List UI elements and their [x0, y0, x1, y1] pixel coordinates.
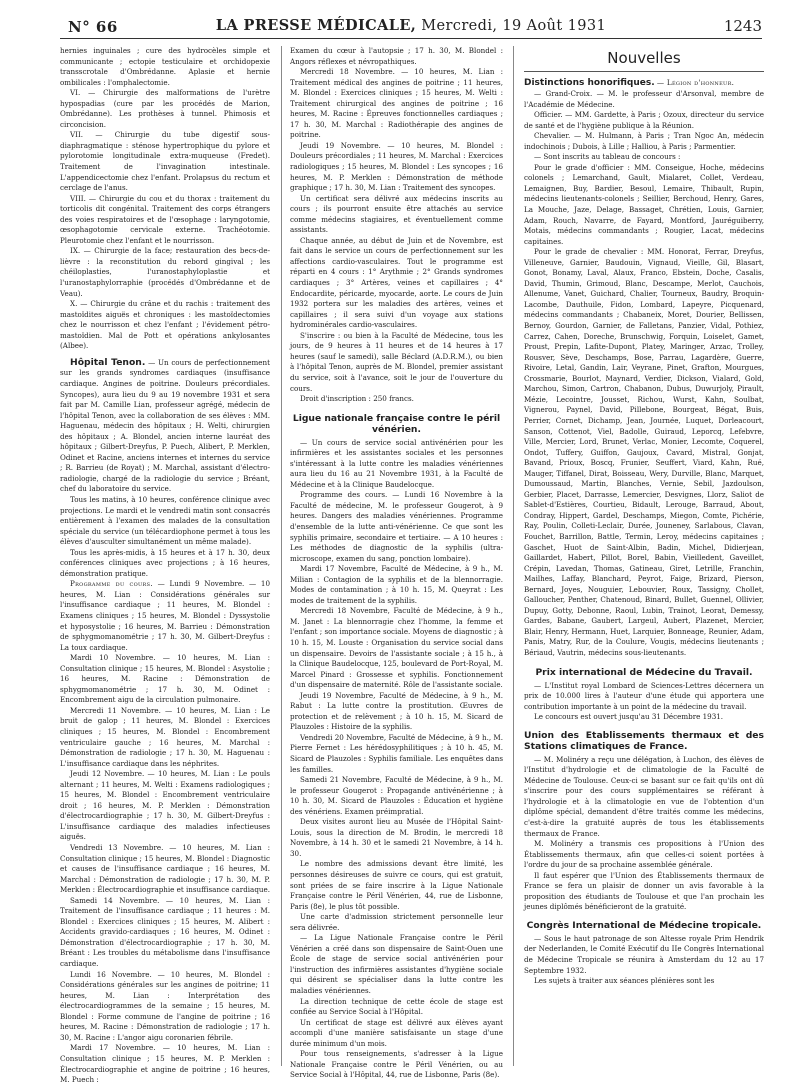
paragraph: — La Ligue Nationale Française contre le Péril Vénérien a créé dans son dispensaire de Saint-Ouen une École de stage de service social antivénérien pour l'instruction des infirmières assistantes d'hygiène sociale qui désirent se spécialiser dans la lutte contre les maladies vénériennes.	[290, 933, 503, 996]
paragraph: — Sont inscrits au tableau de concours :	[534, 152, 681, 162]
paragraph: Les sujets à traiter aux séances plénières sont les	[534, 976, 715, 986]
course-item: VII. — Chirurgie du tube digestif sous-diaphragmatique : sténose hypertrophique du pylore et pylorotomie longitudinale extra-muqueuse (Fredet). Traitement de l'invagination intestinale. L'appendicectomie chez l'enfant. Prolapsus du rectum et cerclage de l'anus.	[60, 130, 270, 193]
program-entry: Lundi 16 Novembre. — 10 heures, M. Blondel : Considérations générales sur les angines de poitrine; 11 heures, M. Lian : Interprétation des électrocardiogrammes de la semaine ; 15 heures, M. Blondel : Forme commune de l'angine de poitrine ; 16 heures, M. Racine : Démonstration de radiologie ; 17 h. 30, M. Racine : L'angor aigu coronarien fébrile.	[60, 969, 270, 1042]
program-entry: Mardi 10 Novembre. — 10 heures, M. Lian : Consultation clinique ; 15 heures, M. Blondel : Asystolie ; 16 heures, M. Racine : Démonstration de sphygmomanométrie ; 17 h. 30, M. Odinet : Encombrement aigu de la circulation pulmonaire.	[60, 653, 270, 705]
program-entry	[60, 579, 270, 653]
subheading: — Légion d'honneur.	[656, 78, 735, 87]
article-heading: Congrès International de Médecine tropicale.	[526, 919, 762, 931]
program-label: Programme du cours.	[70, 579, 153, 589]
issue-date: Mercredi, 19 Août 1931	[421, 18, 607, 34]
program-entry: Samedi 14 Novembre. — 10 heures, M. Lian : Traitement de l'insuffisance cardiaque ; 11 heures : M. Blondel : Exercices cliniques ; 15 heures, M. Alibert : Accidents gravido-cardiaques ; 16 heures, M. Odinet : Démonstration d'électrocardiographie ; 17 h. 30, M. Bréant : Les troubles du métabolisme dans l'insuffisance cardiaque.	[60, 895, 270, 969]
program-entry: Mercredi 18 Novembre. — 10 heures, M. Lian : Traitement médical des angines de poitrine ; 11 heures, M. Blondel : Exercices cliniques ; 15 heures, M. Welti : Traitement chirurgical des angines de poitrine ; 16 heures, M. Racine : Épreuves fonctionnelles cardiaques ; 17 h. 30, M. Marchal : Radiothérapie des angines de poitrine.	[290, 67, 503, 140]
masthead	[60, 12, 762, 39]
paragraph: Droit d'inscription : 250 francs.	[300, 394, 414, 404]
paragraph: Pour le grade de chevalier : MM. Honorat, Ferrar, Dreyfus, Villeneuve, Garnier, Baudouin, Vignaud, Vieille, Gil, Blasart, Gonot, Bonamy, Laval, Alaux, Franco, Ebstein, Doche, Casalis, David, Thumin, Grimoud, Blanc, Descampe, Merlot, Cauchois, Allenume, Vanet, Guichard, Chalier, Tourneux, Baudry, Broquin-Lacombe, Dauthuile, Fidon, Lombard, Lapeyre, Picquenard, médecins commandants ; Chabaneix, Moret, Dourier, Bellissen, Bernoy, Gourdon, Garnier, de Falletans, Panzier, Vidal, Pothiez, Carrez, Cahen, Doreche, Brunschwig, Forquin, Loiselet, Gamet, Proust, Prepin, Lafite-Dupont, Platey, Maringer, Arzac, Trolley, Rousver, Sève, Deschamps, Bose, Parrau, Lagardère, Guerre, Rivoire, Letal, Gandin, Lair, Veyrane, Pinet, Grafton, Mourgues, Crossmarie, Bourlot, Maynard, Verdier, Dickson, Vialard, Gold, Marchou, Simon, Cartron, Chabanon, Dubus, Duwurjoly, Pirault, Mézie, Lecointre, Jousset, Richou, Wurst, Kahn, Soulbat, Vignerou, Paynel, David, Pillebone, Bourgeat, Bégat, Buis, Perrier, Cornet, Dichamp, Jean, Journée, Luquet, Dorleacourt, Sanson, Cottenot, Viel, Badolle, Guiraud, Leporcq, Lefebvre, Ville, Mercier, Lord, Brunet, Verlac, Monier, Lecomte, Coquerel, Ondot, Tuffery, Guiffon, Gaujoux, Cavard, Mistral, Gonjat, Bavand, Prioux, Boscq, Frunier, Seuffert, Viard, Kahn, Rué, Mauger, Tiffanel, Dirat, Boisseau, Wery, Durville, Blanc, Marquet, Dumoussaud, Martin, Blanches, Vernie, Sebil, Jazdoulson, Gerbier, Placet, Darrasse, Lemercier, Desvignes, Llorz, Saliot de Sablet-d'Estières, Courtieu, Bidault, Lerouge, Barraud, About, Condray, Hippert, Gardel, Deschamps, Miegon, Comte, Pichérie, Ray, Poulin, Colleti-Leclair, Durée, Jouneney, Sarlabous, Clavan, Fouchet, Barrillon, Battle, Termin, Leroy, médecins capitaines ; Gaschet, Huot de Saint-Albin, Badin, Michel, Didierjean, Gaillardet, Habert, Pillot, Borel, Babin, Vieilledent, Gaveillet, Crépin, Lavedan, Thomas, Gatineau, Giret, Letrille, Franchin, Mailhes, Laffay, Blanchard, Peyrot, Faige, Brizard, Pierson, Bernard, Joyes, Nouguier, Lebouvier, Roux, Tassigny, Chollet, Galloucher, Penther, Chatenoud, Binard, Bullet, Guennel, Ollivier, Dupuy, Gotty, Debonne, Raoul, Lubin, Trainot, Leorat, Demessy, Gardes, Babane, Gaubert, Largeul, Aubert, Plazenet, Mercier, Blair, Henry, Hermann, Huet, Larquier, Bonneage, Reunier, Adam, Panis, Matry, Rur, de la Coulure, Vougis, médecins lieutenants ; Bériaud, Vautrin, médecins sous-lieutenants.	[524, 247, 764, 657]
journal-title	[60, 17, 762, 34]
column-divider	[281, 46, 282, 1066]
program-entry: Jeudi 19 Novembre, Faculté de Médecine, à 9 h., M. Rabut : La lutte contre la prostitution. Œuvres de protection et de relèvement ; à 10 h. 15, M. Sicard de Plauzoles : Histoire de la syphilis.	[290, 690, 503, 732]
paragraph: Pour le grade d'officier : MM. Conseigue, Hoche, médecins colonels ; Lemarchand, Gault, Mialaret, Collet, Verdeau, Lemaignen, Buy, Bardier, Besoul, Lemaire, Thibault, Rupin, médecins lieutenants-colonels ; Seillier, Berchoud, Henry, Gares, La Mouche, Jaze, Delage, Bassaget, Chrétien, Louis, Garnier, Adam, Rouch, Navarre, de Fayard, Montford, Jauréguiberry, Motais, médecins commandants ; Rougier, Lacat, médecins capitaines.	[524, 162, 764, 246]
section-title: Nouvelles	[524, 48, 764, 72]
paragraph: Chaque année, au début de Juin et de Novembre, est fait dans le service un cours de perfectionnement sur les affections cardio-vasculaires. Tout le programme est réparti en 4 cours : 1° Arythmie ; 2° Grands syndromes cardiaques ; 3° Artères, veines et capillaires ; 4° Endocardite, péricarde, myocarde, aorte. Le cours de Juin 1932 portera sur les maladies des artères, veines et capillaires ; il sera suivi d'un voyage aux stations hydrominérales cardio-vasculaires.	[290, 235, 503, 330]
paragraph: Le concours est ouvert jusqu'au 31 Décembre 1931.	[534, 712, 724, 722]
paragraph: Un certificat de stage est délivré aux élèves ayant accompli d'une manière satisfaisante un stage d'une durée minimum d'un mois.	[290, 1017, 503, 1048]
program-entry: Jeudi 19 Novembre. — 10 heures, M. Blondel : Douleurs précordiales ; 11 heures, M. Marchal : Exercices radiologiques ; 15 heures, M. Blondel : Les syncopes ; 16 heures, M. P. Merklen : Démonstration de méthode graphique ; 17 h. 30, M. Lian : Traitement des syncopes.	[290, 140, 503, 193]
program-entry: Deux visites auront lieu au Musée de l'Hôpital Saint-Louis, sous la direction de M. Brodin, le mercredi 18 Novembre, à 14 h. 30 et le samedi 21 Novembre, à 14 h. 30.	[290, 817, 503, 858]
paragraph: La direction technique de cette école de stage est confiée au Service Social à l'Hôpital.	[290, 996, 503, 1017]
article-text: — Un cours de perfectionnement sur les grands syndromes cardiaques (insuffisance cardiaque. Angines de poitrine. Douleurs précordiales. Syncopes), aura lieu du 9 au 19 novembre 1931 et sera fait par M. Camille Lian, professeur agrégé, médecin de l'hôpital Tenon, avec la collaboration de ses élèves : MM. Haguenau, médecin des hôpitaux ; H. Welti, chirurgien des hôpitaux ; A. Blondel, ancien interne lauréat des hôpitaux ; Gilbert-Dreyfus, P. Puech, Alibert, P. Merklen, Odinet et Racine, anciens internes et internes du service ; R. Barrieu (de Royat) ; M. Marchal, assistant d'électro-radiologie, chargé de la radiologie du service ; Bréant, chef du laboratoire du service.	[60, 357, 270, 494]
paragraph: hernies inguinales ; cure des hydrocèles simple et communicante ; ectopie testiculaire et orchidopexie transscrotale d'Ombrédanne. Aplasie et hernie ombilicales : l'omphalectomie.	[60, 46, 270, 87]
paragraph: Officier. — MM. Gardette, à Paris ; Ozoux, directeur du service de santé et de l'hygiène publique à la Réunion.	[524, 110, 764, 130]
program-entry: Vendredi 20 Novembre, Faculté de Médecine, à 9 h., M. Pierre Fernet : Les hérédosyphilitiques ; à 10 h. 45, M. Sicard de Plauzoles : Syphilis familiale. Les enquêtes dans les familles.	[290, 732, 503, 774]
column-divider	[513, 46, 514, 1066]
paragraph: Examen du cœur à l'autopsie ; 17 h. 30, M. Blondel : Angors réflexes et névropathiques.	[290, 46, 503, 66]
course-item: X. — Chirurgie du crâne et du rachis : traitement des mastoïdites aiguës et chroniques : les mastoïdectomies chez le nourrisson et chez l'enfant ; l'évidement pétro-mastoïdien. Mal de Pott et opérations ankylosantes (Albee).	[60, 299, 270, 351]
column-right	[524, 46, 764, 1076]
paragraph: Tous les après-midis, à 15 heures et à 17 h. 30, deux conférences cliniques avec projections ; à 16 heures, démonstration pratique.	[60, 547, 270, 578]
course-item: VIII. — Chirurgie du cou et du thorax : traitement du torticolis dit congénital. Traitement des corps étrangers des voies respiratoires et de l'œsophage : laryngotomie, œsophagotomie cervicale externe. Trachéotomie. Pleurotomie chez l'enfant et le nourrisson.	[60, 193, 270, 245]
paragraph: — Un cours de service social antivénérien pour les infirmières et les assistantes sociales et les personnes s'intéressant à la lutte contre les maladies vénériennes aura lieu du 16 au 21 Novembre 1931, à la Faculté de Médecine et à la Clinique Baudelocque.	[290, 437, 503, 489]
course-item: VI. — Chirurgie des malformations de l'urètre hypospadias (cure par les procédés de Marion, Ombrédanne). Les prothèses à tunnel. Phimosis et circoncision.	[60, 88, 270, 129]
paragraph: Il faut espérer que l'Union des Établissements thermaux de France se fera un plaisir de donner un avis favorable à la proposition des étudiants de Toulouse et que l'an prochain les jeunes diplômés bénéficieront de la gratuité.	[524, 870, 764, 912]
paragraph: — M. Molinéry a reçu une délégation, à Luchon, des élèves de l'Institut d'hydrologie et de climatologie de la Faculté de Médecine de Toulouse. Ceux-ci se basant sur ce fait qu'ils ont dû s'inscrire pour des cours supplémentaires se référant à l'hydrologie et à la climatologie en vue de l'obtention d'un diplôme spécial, demandent d'être traités comme les médecins, c'est-à-dire la gratuité auprès de tous les établissements thermaux de France.	[524, 754, 764, 838]
program-text: — Lundi 9 Novembre. — 10 heures, M. Lian : Considérations générales sur l'insuffisance cardiaque ; 11 heures, M. Blondel : Examens cliniques ; 15 heures, M. Blondel : Dyssystolie et hyposystolie ; 16 heures, M. Barrieu : Démonstration de sphygmomanométrie ; 17 h. 30, M. Gilbert-Dreyfus : La toux cardiaque.	[60, 579, 270, 652]
course-item: IX. — Chirurgie de la face; restauration des becs-de-lièvre : la reconstitution du rebord gingival ; les chéiloplasties, l'uranostaphyloplastie et l'uranostaphylorraphie (procédés d'Ombrédanne et de Veau).	[60, 246, 270, 298]
program-entry: Mardi 17 Novembre. — 10 heures, M. Lian : Consultation clinique ; 15 heures, M. P. Merklen : Électrocardiographie et angine de poitrine ; 16 heures, M. Puech :	[60, 1043, 270, 1085]
paragraph: Chevalier. — M. Hulmann, à Paris ; Tran Ngoc An, médecin indochinois ; Dubois, à Lille ; Halliou, à Paris ; Parmentier.	[524, 131, 764, 151]
program-entry: Samedi 21 Novembre, Faculté de Médecine, à 9 h., M. le professeur Gougerot : Propagande antivénérienne ; à 10 h. 30, M. Sicard de Plauzoles : Éducation et hygiène des vénériens. Examen préimpratial.	[290, 775, 503, 816]
article-heading: Prix international de Médecine du Travail.	[535, 666, 753, 678]
paragraph: S'inscrire : ou bien à la Faculté de Médecine, tous les jours, de 9 heures à 11 heures et de 14 heures à 17 heures (sauf le samedi), salle Béclard (A.D.R.M.), ou bien à l'hôpital Tenon, auprès de M. Blondel, premier assistant du service, soit à l'avance, soit le jour de l'ouverture du cours.	[290, 330, 503, 393]
program-entry: Mercredi 18 Novembre, Faculté de Médecine, à 9 h., M. Janet : La blennorragie chez l'homme, la femme et l'enfant ; son importance sociale. Moyens de diagnostic ; à 10 h. 15, M. Louste : Organisation du service social dans un dispensaire. Devoirs de l'assistante sociale ; à 15 h., à la Clinique Baudelocque, 125, boulevard de Port-Royal, M. Marcel Pinard : Grossesse et syphilis. Fonctionnement d'un dispensaire de maternité. Rôle de l'assistante sociale.	[290, 606, 503, 690]
program-entry: Jeudi 12 Novembre. — 10 heures, M. Lian : Le pouls alternant ; 11 heures, M. Welti : Examens radiologiques ; 15 heures, M. Blondel : Encombrement ventriculaire droit ; 16 heures, M. P. Merklen : Démonstration d'électrocardiographie ; 17 h. 30, M. Gilbert-Dreyfus : L'insuffisance cardiaque des maladies infectieuses aiguës.	[60, 769, 270, 842]
paragraph: Tous les matins, à 10 heures, conférence clinique avec projections. Le mardi et le vendredi matin sont consacrés entièrement à l'examen des malades de la consultation spéciale du service (un télécardiophone permet à tous les élèves d'ausculter simultanément un même malade).	[60, 494, 270, 547]
paragraph: — Sous le haut patronage de son Altesse royale Prim Hendrik der Nederlanden, le Comité Exécutif du IIe Congrès International de Médecine Tropicale se réunira à Amsterdam du 12 au 17 Septembre 1932.	[524, 933, 764, 975]
column-left	[60, 46, 270, 1085]
program-entry: Mardi 17 Novembre, Faculté de Médecine, à 9 h., M. Milian : Contagion de la syphilis et de la blennorragie. Modes de contamination ; à 10 h. 15, M. Queyrat : Les modes de traitement de la syphilis.	[290, 564, 503, 605]
article-heading: Hôpital Tenon.	[70, 356, 146, 368]
paragraph: — L'Institut royal Lombard de Sciences-Lettres décernera un prix de 10.000 lires à l'auteur d'une étude qui apportera une contribution importante à un point de la médecine du travail.	[524, 680, 764, 711]
issue-number: N° 66	[68, 18, 118, 36]
program-entry: Mercredi 11 Novembre. — 10 heures, M. Lian : Le bruit de galop ; 11 heures, M. Blondel : Exercices cliniques ; 15 heures, M. Blondel : Encombrement ventriculaire gauche ; 16 heures, M. Marchal : Démonstration de radiologie ; 17 h. 30, M. Haguenau : L'insuffisance cardiaque dans les néphrites.	[60, 705, 270, 768]
program-entry: Programme des cours. — Lundi 16 Novembre à la Faculté de médecine, M. le professeur Gougerot, à 9 heures. Dangers des maladies vénériennes. Programme d'ensemble de la lutte anti-vénérienne. Ce que sont les syphilis primaire, secondaire et tertiaire. — A 10 heures : Les méthodes de diagnostic de la syphilis (ultra-microscope, examen du sang, ponction lombaire).	[290, 490, 503, 563]
paragraph: Pour tous renseignements, s'adresser à la Ligue Nationale Française contre le Péril Vénérien, ou au Service Social à l'Hôpital, 44, rue de Lisbonne, Paris (8e).	[290, 1049, 503, 1080]
paragraph: Le nombre des admissions devant être limité, les personnes désireuses de suivre ce cours, qui est gratuit, sont priées de se faire inscrire à la Ligue Nationale Française contre le Péril Vénérien, 44, rue de Lisbonne, Paris (8e), le plus tôt possible.	[290, 859, 503, 911]
column-middle	[290, 46, 503, 1080]
article-heading: Distinctions honorifiques.	[524, 78, 655, 88]
paragraph: Un certificat sera délivré aux médecins inscrits au cours ; ils pourront ensuite être attachés au service comme médecins stagiaires, et éventuellement comme assistants.	[290, 193, 503, 235]
article-heading: Union des Etablissements thermaux et des Stations climatiques de France.	[524, 729, 764, 752]
article-heading: Ligue nationale française contre le péril vénérien.	[292, 412, 501, 435]
program-entry: Vendredi 13 Novembre. — 10 heures, M. Lian : Consultation clinique ; 15 heures, M. Blondel : Diagnostic et causes de l'insuffisance cardiaque ; 16 heures, M. Marchal : Démonstration de radiologie ; 17 h. 30, M. P. Merklen : Électrocardiographie et insuffisance cardiaque.	[60, 843, 270, 895]
paragraph: Une carte d'admission strictement personnelle leur sera délivrée.	[290, 912, 503, 932]
article-tenon	[60, 357, 270, 495]
article-distinctions	[524, 78, 764, 89]
page-number: 1243	[723, 17, 762, 35]
paragraph: — Grand-Croix. — M. le professeur d'Arsonval, membre de l'Académie de Médecine.	[524, 89, 764, 109]
journal-name: LA PRESSE MÉDICALE,	[215, 17, 417, 34]
paragraph: M. Molinéry a transmis ces propositions à l'Union des Établissements thermaux, afin que celles-ci soient portées à l'ordre du jour de sa prochaine assemblée générale.	[524, 839, 764, 870]
